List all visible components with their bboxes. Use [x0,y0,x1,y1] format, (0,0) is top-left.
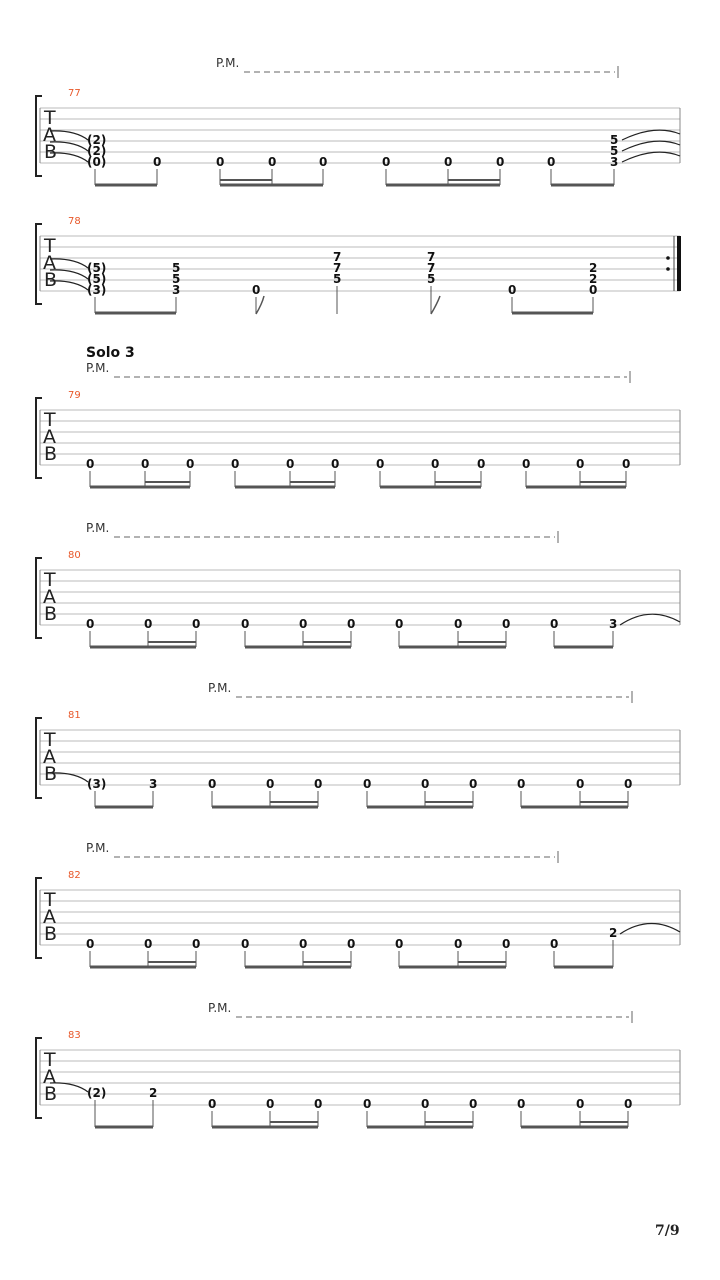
fret-number: 0 [421,1097,430,1111]
repeat-dot [666,256,670,260]
fret-number: 0 [395,617,404,631]
fret-number: 0 [376,457,385,471]
tab-letter-b: B [44,923,58,945]
measure-number: 77 [68,88,81,99]
fret-number: 0 [192,937,201,951]
fret-number: (3) [87,777,107,791]
staff-lines [40,108,680,163]
fret-number: 0 [469,777,478,791]
palm-mute-label: P.M. [208,1001,232,1015]
tab-letter-a: A [43,124,56,146]
fret-number: 0 [454,617,463,631]
measure-number: 80 [68,550,81,561]
fret-number: 0 [347,937,356,951]
fret-number: (5) [87,272,107,286]
fret-numbers [87,133,618,169]
fret-number: 5 [172,272,181,286]
fret-number: 0 [502,617,511,631]
fret-number: 0 [86,617,95,631]
fret-number: 0 [576,777,585,791]
fret-number: 0 [576,1097,585,1111]
tab-letter-b: B [44,603,58,625]
fret-number: 0 [421,777,430,791]
system-82 [36,841,680,967]
fret-numbers [87,1086,632,1111]
fret-number: 0 [624,777,633,791]
fret-number: 0 [141,457,150,471]
fret-number: 5 [610,133,619,147]
fret-number: 0 [319,155,328,169]
fret-number: 0 [331,457,340,471]
tab-letter-a: A [43,586,56,608]
tie-arc [620,923,680,934]
system-81 [36,681,680,807]
fret-number: 0 [469,1097,478,1111]
fret-number: (2) [87,144,107,158]
fret-number: 5 [427,272,436,286]
fret-numbers [86,926,617,951]
fret-number: 0 [192,617,201,631]
fret-number: 0 [363,1097,372,1111]
measure-number: 81 [68,710,81,721]
tab-letter-a: A [43,426,56,448]
measure-number: 78 [68,216,81,227]
fret-number: 0 [382,155,391,169]
fret-number: 0 [266,777,275,791]
rhythm-stems-beams [95,1100,628,1127]
fret-number: 3 [149,777,158,791]
measure-number: 79 [68,390,81,401]
tab-letter-a: A [43,906,56,928]
fret-number: 0 [522,457,531,471]
fret-number: 0 [314,777,323,791]
fret-number: 0 [622,457,631,471]
fret-numbers [86,617,617,631]
fret-number: 0 [444,155,453,169]
fret-number: 0 [502,937,511,951]
fret-number: 0 [186,457,195,471]
fret-number: (3) [87,283,107,297]
fret-number: 0 [496,155,505,169]
system-79 [36,345,680,487]
tab-letter-t: T [44,107,56,129]
fret-number: 2 [589,261,598,275]
fret-number: 0 [454,937,463,951]
fret-number: (2) [87,1086,107,1100]
fret-number: 0 [299,937,308,951]
tab-letter-b: B [44,141,58,163]
tab-letter-t: T [44,569,56,591]
fret-number: 0 [508,283,517,297]
fret-number: 0 [395,937,404,951]
tab-letter-a: A [43,746,56,768]
tie-arc [620,614,680,625]
rhythm-stems-beams [90,631,613,647]
fret-number: 0 [624,1097,633,1111]
fret-number: (2) [87,133,107,147]
fret-number: 0 [216,155,225,169]
tab-letter-b: B [44,269,58,291]
fret-number: 2 [609,926,618,940]
fret-number: 0 [299,617,308,631]
fret-number: 0 [363,777,372,791]
staff-lines [40,570,680,625]
system-78 [36,216,680,314]
tab-letter-b: B [44,443,58,465]
fret-number: 0 [550,617,559,631]
fret-number: 0 [314,1097,323,1111]
fret-number: 0 [550,937,559,951]
fret-number: 0 [286,457,295,471]
rhythm-stems-beams [95,791,628,807]
fret-number: 5 [333,272,342,286]
fret-number: (5) [87,261,107,275]
staff-lines [40,236,680,291]
fret-number: 0 [208,1097,217,1111]
fret-number: 0 [576,457,585,471]
fret-number: 0 [589,283,598,297]
fret-number: 0 [347,617,356,631]
fret-numbers [87,777,632,791]
fret-number: 7 [427,261,436,275]
fret-number: 0 [241,937,250,951]
fret-number: 3 [172,283,181,297]
tie-arcs [50,130,680,162]
fret-number: 0 [268,155,277,169]
tab-letter-a: A [43,1066,56,1088]
fret-number: 2 [589,272,598,286]
fret-number: 7 [427,250,436,264]
palm-mute-label: P.M. [86,841,110,855]
fret-number: 0 [86,937,95,951]
fret-number: 5 [610,144,619,158]
staff-lines [40,890,680,945]
fret-number: 0 [144,617,153,631]
rhythm-stems-beams [95,286,593,314]
page-number: 7/9 [655,1223,680,1239]
fret-numbers [87,250,597,297]
tab-letter-t: T [44,1049,56,1071]
fret-number: 0 [252,283,261,297]
fret-number: 0 [547,155,556,169]
palm-mute-label: P.M. [208,681,232,695]
repeat-dot [666,267,670,271]
fret-number: 7 [333,261,342,275]
fret-numbers [86,457,630,471]
fret-number: 5 [172,261,181,275]
tab-letter-t: T [44,889,56,911]
system-83 [36,1001,680,1127]
fret-number: 0 [517,777,526,791]
tab-letter-t: T [44,235,56,257]
fret-number: 0 [231,457,240,471]
tab-letter-b: B [44,763,58,785]
system-80 [36,521,680,647]
fret-number: 0 [144,937,153,951]
palm-mute-label: P.M. [86,361,110,375]
fret-number: 7 [333,250,342,264]
fret-number: 3 [609,617,618,631]
section-title: Solo 3 [86,345,135,361]
tab-letter-t: T [44,729,56,751]
fret-number: 0 [266,1097,275,1111]
tab-letter-b: B [44,1083,58,1105]
fret-number: 0 [477,457,486,471]
measure-number: 83 [68,1030,81,1041]
fret-number: 3 [610,155,619,169]
fret-number: 0 [86,457,95,471]
measure-number: 82 [68,870,81,881]
fret-number: 0 [431,457,440,471]
fret-number: (0) [87,155,107,169]
tab-letter-t: T [44,409,56,431]
fret-number: 0 [153,155,162,169]
rhythm-stems-beams [95,169,614,185]
fret-number: 0 [241,617,250,631]
tab-letter-a: A [43,252,56,274]
fret-number: 0 [208,777,217,791]
rhythm-stems-beams [90,471,626,487]
system-77 [36,56,680,185]
fret-number: 2 [149,1086,158,1100]
palm-mute-label: P.M. [216,56,240,70]
palm-mute-label: P.M. [86,521,110,535]
fret-number: 0 [517,1097,526,1111]
